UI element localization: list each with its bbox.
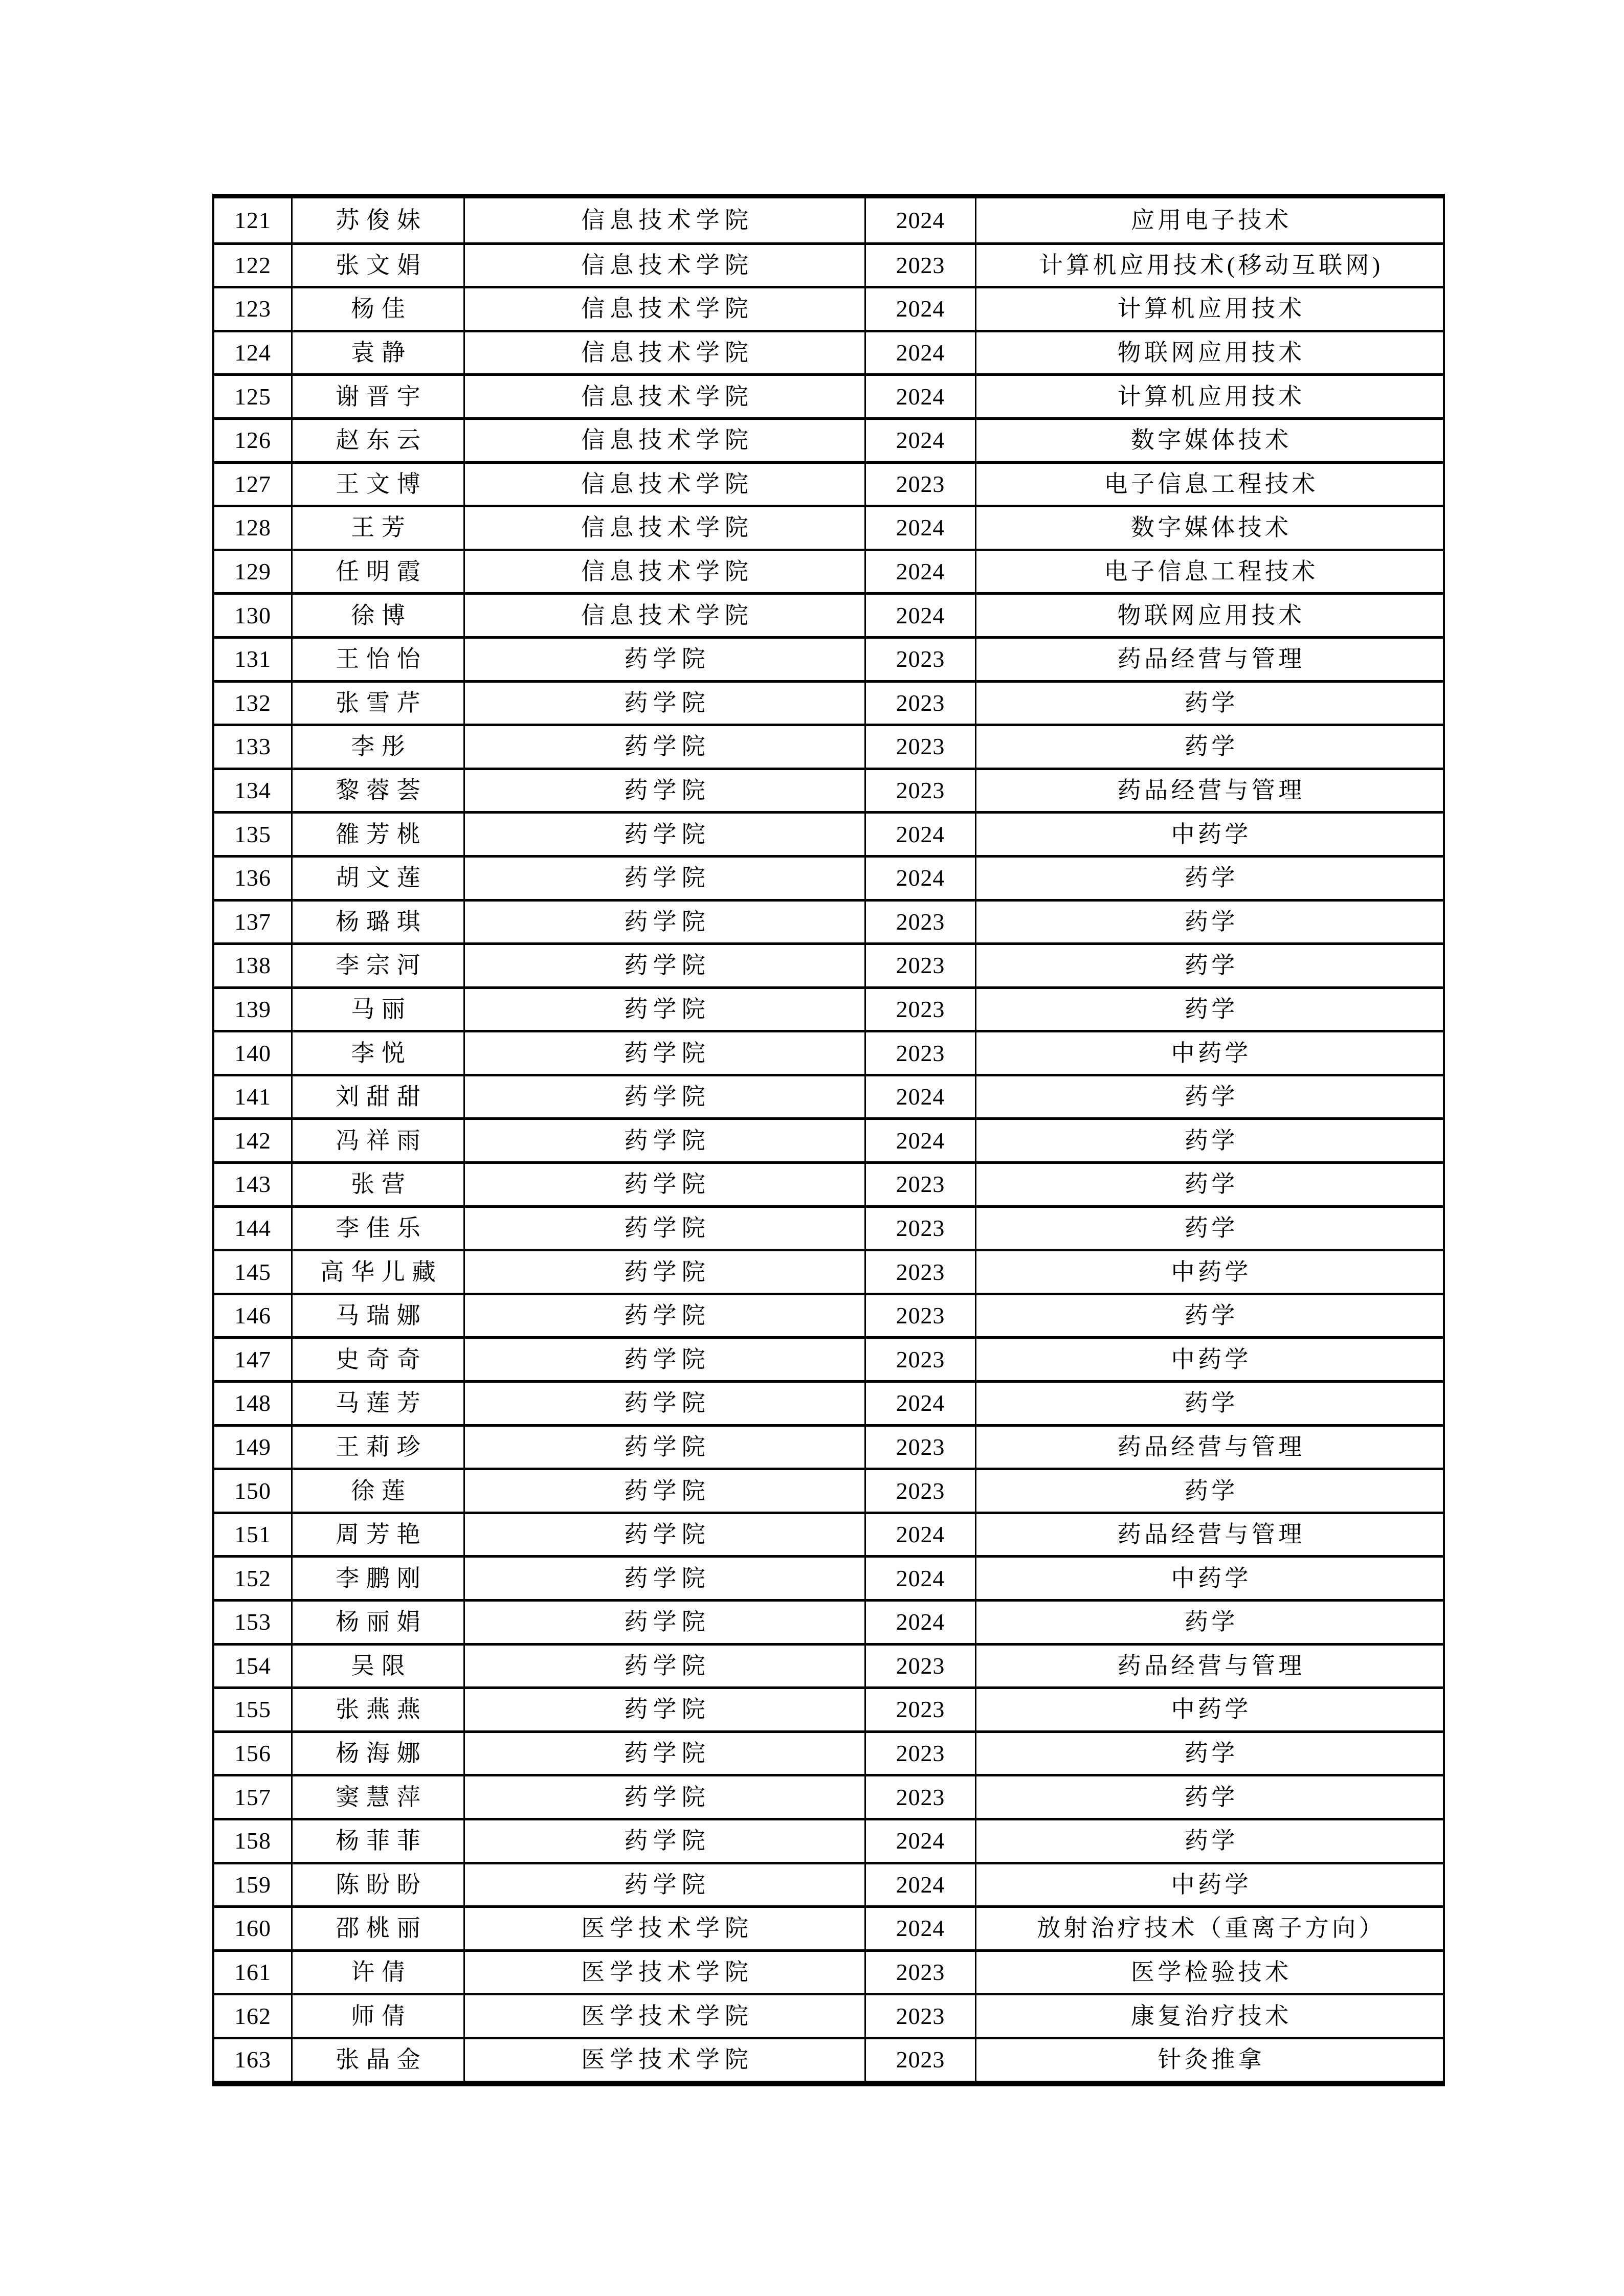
college-cell: 药学院 (463, 945, 864, 986)
student-name-cell: 张营 (291, 1164, 463, 1205)
admission-year-cell: 2023 (864, 770, 975, 812)
major-cell: 药学 (975, 1470, 1443, 1512)
row-number-cell: 140 (234, 1040, 271, 1066)
college-cell: 药学院 (463, 1776, 864, 1818)
row-number-cell: 134 (234, 777, 271, 804)
table-row (214, 198, 1443, 242)
major-cell: 药品经营与管理 (975, 770, 1443, 812)
row-number-cell: 155 (234, 1696, 271, 1723)
admission-year-cell: 2023 (864, 945, 975, 986)
row-number-cell: 144 (234, 1214, 271, 1241)
major-cell: 中药学 (975, 1864, 1443, 1906)
college-cell: 药学院 (463, 1470, 864, 1512)
row-number-cell: 157 (234, 1784, 271, 1810)
admission-year-cell: 2024 (864, 1602, 975, 1643)
row-number-cell: 127 (234, 470, 271, 497)
student-name-cell: 杨菲菲 (291, 1820, 463, 1862)
row-number-cell: 161 (234, 1959, 271, 1986)
student-name-cell: 周芳艳 (291, 1514, 463, 1556)
student-name-cell: 谢晋宇 (291, 376, 463, 417)
table-row (214, 1905, 1443, 1949)
admission-year-cell: 2024 (864, 198, 975, 242)
admission-year-cell: 2023 (864, 1733, 975, 1774)
major-cell: 物联网应用技术 (975, 595, 1443, 636)
table-row (214, 1555, 1443, 1599)
table-row (214, 855, 1443, 899)
table-row (214, 1424, 1443, 1468)
student-name-cell: 吴限 (291, 1646, 463, 1687)
table-row (214, 286, 1443, 330)
student-name-cell: 王莉珍 (291, 1427, 463, 1468)
college-cell: 药学院 (463, 1295, 864, 1337)
admission-year-cell: 2024 (864, 551, 975, 593)
student-name-cell: 高华儿藏 (291, 1251, 463, 1293)
major-cell: 药学 (975, 1120, 1443, 1161)
row-number-cell: 147 (234, 1346, 271, 1372)
admission-year-cell: 2023 (864, 1032, 975, 1074)
row-number-cell: 129 (234, 558, 271, 585)
table-row (214, 1117, 1443, 1161)
major-cell: 中药学 (975, 1558, 1443, 1599)
student-name-cell: 任明霞 (291, 551, 463, 593)
row-number-cell: 126 (234, 427, 271, 454)
major-cell: 药学 (975, 726, 1443, 768)
admission-year-cell: 2023 (864, 1208, 975, 1249)
major-cell: 计算机应用技术 (975, 288, 1443, 330)
college-cell: 药学院 (463, 1032, 864, 1074)
college-cell: 药学院 (463, 1864, 864, 1906)
major-cell: 药学 (975, 858, 1443, 899)
admission-year-cell: 2023 (864, 1689, 975, 1730)
table-row (214, 680, 1443, 724)
student-name-cell: 杨佳 (291, 288, 463, 330)
major-cell: 药学 (975, 1602, 1443, 1643)
major-cell: 中药学 (975, 1251, 1443, 1293)
row-number-cell: 162 (234, 2002, 271, 2029)
row-number-cell: 150 (234, 1477, 271, 1504)
college-cell: 药学院 (463, 1558, 864, 1599)
admission-year-cell: 2024 (864, 420, 975, 461)
admission-year-cell: 2024 (864, 595, 975, 636)
admission-year-cell: 2023 (864, 1646, 975, 1687)
major-cell: 医学检验技术 (975, 1952, 1443, 1993)
major-cell: 药品经营与管理 (975, 1646, 1443, 1687)
college-cell: 医学技术学院 (463, 2039, 864, 2081)
college-cell: 医学技术学院 (463, 1952, 864, 1993)
row-number-cell: 151 (234, 1521, 271, 1548)
row-number-cell: 125 (234, 383, 271, 410)
row-number-cell: 159 (234, 1871, 271, 1898)
row-number-cell: 142 (234, 1127, 271, 1154)
major-cell: 药学 (975, 1295, 1443, 1337)
college-cell: 药学院 (463, 1383, 864, 1424)
major-cell: 针灸推拿 (975, 2039, 1443, 2081)
major-cell: 药品经营与管理 (975, 1427, 1443, 1468)
college-cell: 药学院 (463, 1427, 864, 1468)
row-number-cell: 154 (234, 1652, 271, 1679)
college-cell: 药学院 (463, 1208, 864, 1249)
major-cell: 中药学 (975, 1339, 1443, 1380)
admission-year-cell: 2023 (864, 1776, 975, 1818)
row-number-cell: 130 (234, 602, 271, 628)
college-cell: 药学院 (463, 1514, 864, 1556)
row-number-cell: 136 (234, 865, 271, 891)
student-name-cell: 袁静 (291, 332, 463, 374)
student-name-cell: 李悦 (291, 1032, 463, 1074)
major-cell: 药学 (975, 683, 1443, 724)
student-name-cell: 张晶金 (291, 2039, 463, 2081)
admission-year-cell: 2024 (864, 1076, 975, 1118)
row-number-cell: 139 (234, 996, 271, 1022)
student-name-cell: 马莲芳 (291, 1383, 463, 1424)
major-cell: 药学 (975, 902, 1443, 943)
college-cell: 药学院 (463, 770, 864, 812)
admission-year-cell: 2024 (864, 1514, 975, 1556)
college-cell: 药学院 (463, 1733, 864, 1774)
major-cell: 药学 (975, 1776, 1443, 1818)
admission-year-cell: 2024 (864, 858, 975, 899)
table-row (214, 1249, 1443, 1293)
row-number-cell: 121 (234, 207, 271, 233)
admission-year-cell: 2023 (864, 1427, 975, 1468)
admission-year-cell: 2024 (864, 1864, 975, 1906)
major-cell: 药学 (975, 1820, 1443, 1862)
table-row (214, 1862, 1443, 1906)
row-number-cell: 122 (234, 252, 271, 278)
major-cell: 数字媒体技术 (975, 507, 1443, 549)
admission-year-cell: 2024 (864, 507, 975, 549)
table-row (214, 1774, 1443, 1818)
student-name-cell: 马丽 (291, 989, 463, 1030)
admission-year-cell: 2024 (864, 332, 975, 374)
student-name-cell: 张文娟 (291, 245, 463, 286)
college-cell: 医学技术学院 (463, 1908, 864, 1949)
college-cell: 药学院 (463, 1646, 864, 1687)
student-name-cell: 胡文莲 (291, 858, 463, 899)
student-name-cell: 苏俊妹 (291, 198, 463, 242)
college-cell: 信息技术学院 (463, 245, 864, 286)
student-name-cell: 赵东云 (291, 420, 463, 461)
table-row (214, 636, 1443, 680)
student-name-cell: 杨璐琪 (291, 902, 463, 943)
major-cell: 药学 (975, 1076, 1443, 1118)
table-row (214, 1293, 1443, 1337)
table-row (214, 330, 1443, 374)
major-cell: 中药学 (975, 814, 1443, 855)
major-cell: 物联网应用技术 (975, 332, 1443, 374)
table-row (214, 1468, 1443, 1512)
table-row (214, 1512, 1443, 1556)
table-row (214, 1686, 1443, 1730)
admission-year-cell: 2024 (864, 1383, 975, 1424)
college-cell: 信息技术学院 (463, 376, 864, 417)
table-row (214, 1161, 1443, 1205)
major-cell: 中药学 (975, 1032, 1443, 1074)
major-cell: 药学 (975, 1383, 1443, 1424)
row-number-cell: 156 (234, 1740, 271, 1767)
admission-year-cell: 2023 (864, 464, 975, 505)
student-name-cell: 雒芳桃 (291, 814, 463, 855)
table-row (214, 2037, 1443, 2081)
admission-year-cell: 2024 (864, 1908, 975, 1949)
student-name-cell: 陈盼盼 (291, 1864, 463, 1906)
student-name-cell: 杨海娜 (291, 1733, 463, 1774)
row-number-cell: 132 (234, 689, 271, 716)
student-name-cell: 李宗河 (291, 945, 463, 986)
student-name-cell: 张燕燕 (291, 1689, 463, 1730)
college-cell: 医学技术学院 (463, 1995, 864, 2037)
college-cell: 信息技术学院 (463, 464, 864, 505)
table-row (214, 986, 1443, 1030)
college-cell: 药学院 (463, 1120, 864, 1161)
college-cell: 药学院 (463, 683, 864, 724)
table-row (214, 1730, 1443, 1774)
table-row (214, 1030, 1443, 1074)
major-cell: 药学 (975, 989, 1443, 1030)
admission-year-cell: 2023 (864, 2039, 975, 2081)
admission-year-cell: 2023 (864, 1164, 975, 1205)
row-number-cell: 128 (234, 514, 271, 541)
college-cell: 信息技术学院 (463, 595, 864, 636)
college-cell: 药学院 (463, 1076, 864, 1118)
student-name-cell: 杨丽娟 (291, 1602, 463, 1643)
table-row (214, 461, 1443, 505)
table-row (214, 1949, 1443, 1993)
row-number-cell: 133 (234, 733, 271, 760)
admission-year-cell: 2023 (864, 902, 975, 943)
major-cell: 药学 (975, 945, 1443, 986)
college-cell: 药学院 (463, 902, 864, 943)
student-name-cell: 邵桃丽 (291, 1908, 463, 1949)
table-row (214, 1205, 1443, 1249)
student-name-cell: 窦慧萍 (291, 1776, 463, 1818)
college-cell: 信息技术学院 (463, 420, 864, 461)
college-cell: 信息技术学院 (463, 288, 864, 330)
table-row (214, 1336, 1443, 1380)
student-name-cell: 徐莲 (291, 1470, 463, 1512)
table-row (214, 1599, 1443, 1643)
admission-year-cell: 2023 (864, 989, 975, 1030)
admission-year-cell: 2024 (864, 814, 975, 855)
admission-year-cell: 2024 (864, 1558, 975, 1599)
student-name-cell: 冯祥雨 (291, 1120, 463, 1161)
major-cell: 放射治疗技术（重离子方向） (975, 1908, 1443, 1949)
table-row (214, 417, 1443, 461)
table-row (214, 1380, 1443, 1424)
admission-year-cell: 2023 (864, 726, 975, 768)
table-row (214, 1643, 1443, 1687)
major-cell: 应用电子技术 (975, 198, 1443, 242)
college-cell: 药学院 (463, 1602, 864, 1643)
row-number-cell: 145 (234, 1258, 271, 1285)
major-cell: 电子信息工程技术 (975, 551, 1443, 593)
student-name-cell: 李彤 (291, 726, 463, 768)
row-number-cell: 135 (234, 821, 271, 847)
table-row (214, 1818, 1443, 1862)
table-row (214, 724, 1443, 768)
college-cell: 信息技术学院 (463, 332, 864, 374)
student-name-cell: 王芳 (291, 507, 463, 549)
student-name-cell: 王怡怡 (291, 639, 463, 680)
table-row (214, 242, 1443, 286)
college-cell: 药学院 (463, 1164, 864, 1205)
row-number-cell: 146 (234, 1302, 271, 1329)
table-row (214, 1074, 1443, 1118)
major-cell: 药学 (975, 1164, 1443, 1205)
major-cell: 计算机应用技术 (975, 376, 1443, 417)
table-row (214, 505, 1443, 549)
admission-year-cell: 2023 (864, 639, 975, 680)
table-row (214, 811, 1443, 855)
college-cell: 药学院 (463, 1820, 864, 1862)
student-name-cell: 师倩 (291, 1995, 463, 2037)
row-number-cell: 149 (234, 1433, 271, 1460)
student-name-cell: 李佳乐 (291, 1208, 463, 1249)
admission-year-cell: 2024 (864, 1120, 975, 1161)
admission-year-cell: 2023 (864, 1251, 975, 1293)
student-table (212, 194, 1445, 2086)
admission-year-cell: 2023 (864, 1295, 975, 1337)
table-row (214, 373, 1443, 417)
major-cell: 计算机应用技术(移动互联网) (975, 245, 1443, 286)
admission-year-cell: 2023 (864, 1470, 975, 1512)
major-cell: 数字媒体技术 (975, 420, 1443, 461)
row-number-cell: 152 (234, 1565, 271, 1591)
row-number-cell: 123 (234, 296, 271, 322)
row-number-cell: 137 (234, 908, 271, 935)
student-name-cell: 张雪芹 (291, 683, 463, 724)
student-name-cell: 刘甜甜 (291, 1076, 463, 1118)
admission-year-cell: 2024 (864, 1820, 975, 1862)
table-row (214, 1993, 1443, 2037)
college-cell: 药学院 (463, 1689, 864, 1730)
major-cell: 康复治疗技术 (975, 1995, 1443, 2037)
admission-year-cell: 2023 (864, 1339, 975, 1380)
row-number-cell: 124 (234, 340, 271, 366)
admission-year-cell: 2024 (864, 376, 975, 417)
college-cell: 信息技术学院 (463, 551, 864, 593)
major-cell: 中药学 (975, 1689, 1443, 1730)
college-cell: 药学院 (463, 814, 864, 855)
student-name-cell: 李鹏刚 (291, 1558, 463, 1599)
college-cell: 信息技术学院 (463, 507, 864, 549)
admission-year-cell: 2023 (864, 245, 975, 286)
student-name-cell: 王文博 (291, 464, 463, 505)
row-number-cell: 148 (234, 1390, 271, 1416)
college-cell: 药学院 (463, 989, 864, 1030)
row-number-cell: 153 (234, 1609, 271, 1635)
table-row (214, 549, 1443, 593)
major-cell: 电子信息工程技术 (975, 464, 1443, 505)
student-name-cell: 黎蓉荟 (291, 770, 463, 812)
major-cell: 药品经营与管理 (975, 1514, 1443, 1556)
row-number-cell: 131 (234, 646, 271, 672)
major-cell: 药学 (975, 1733, 1443, 1774)
admission-year-cell: 2023 (864, 1995, 975, 2037)
student-name-cell: 徐博 (291, 595, 463, 636)
row-number-cell: 138 (234, 952, 271, 979)
row-number-cell: 143 (234, 1171, 271, 1198)
admission-year-cell: 2023 (864, 1952, 975, 1993)
college-cell: 信息技术学院 (463, 198, 864, 242)
admission-year-cell: 2023 (864, 683, 975, 724)
student-name-cell: 许倩 (291, 1952, 463, 1993)
row-number-cell: 141 (234, 1084, 271, 1110)
row-number-cell: 160 (234, 1915, 271, 1942)
table-row (214, 768, 1443, 812)
table-row (214, 942, 1443, 986)
college-cell: 药学院 (463, 726, 864, 768)
student-name-cell: 史奇奇 (291, 1339, 463, 1380)
college-cell: 药学院 (463, 1251, 864, 1293)
student-name-cell: 马瑞娜 (291, 1295, 463, 1337)
row-number-cell: 158 (234, 1828, 271, 1854)
college-cell: 药学院 (463, 639, 864, 680)
major-cell: 药品经营与管理 (975, 639, 1443, 680)
college-cell: 药学院 (463, 1339, 864, 1380)
table-row (214, 592, 1443, 636)
admission-year-cell: 2024 (864, 288, 975, 330)
college-cell: 药学院 (463, 858, 864, 899)
major-cell: 药学 (975, 1208, 1443, 1249)
row-number-cell: 163 (234, 2046, 271, 2073)
table-row (214, 899, 1443, 943)
